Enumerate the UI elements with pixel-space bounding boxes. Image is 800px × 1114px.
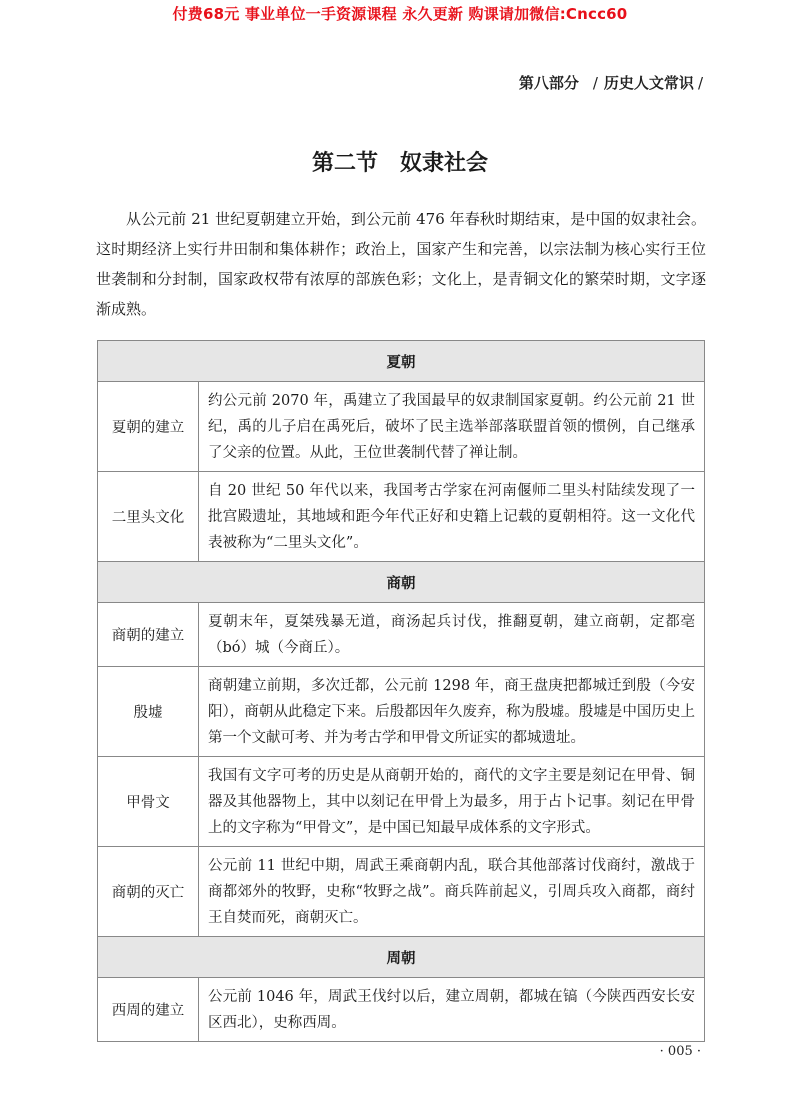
row-label: 商朝的灭亡	[98, 847, 199, 937]
history-table	[97, 340, 705, 1042]
table-row	[98, 847, 705, 937]
dynasty-header: 夏朝	[98, 341, 705, 382]
row-text: 我国有文字可考的历史是从商朝开始的，商代的文字主要是刻记在甲骨、铜器及其他器物上，其中以刻记在甲骨上为最多，用于占卜记事。刻记在甲骨上的文字称为“甲骨文”，是中国已知最早成体系的文字形式。	[199, 757, 705, 847]
dynasty-header-row	[98, 562, 705, 603]
row-text: 商朝建立前期，多次迁都，公元前 1298 年，商王盘庚把都城迁到殷（今安阳），商朝从此稳定下来。后殷都因年久废弃，称为殷墟。殷墟是中国历史上第一个文献可考、并为考古学和甲骨文所证实的都城遗址。	[199, 667, 705, 757]
row-label: 甲骨文	[98, 757, 199, 847]
dynasty-header: 周朝	[98, 937, 705, 978]
row-text: 自 20 世纪 50 年代以来，我国考古学家在河南偃师二里头村陆续发现了一批宫殿遗址，其地域和距今年代正好和史籍上记载的夏朝相符。这一文化代表被称为“二里头文化”。	[199, 472, 705, 562]
section-title	[0, 146, 800, 177]
row-text: 公元前 11 世纪中期，周武王乘商朝内乱，联合其他部落讨伐商纣，激战于商都郊外的牧野，史称“牧野之战”。商兵阵前起义，引周兵攻入商都，商纣王自焚而死，商朝灭亡。	[199, 847, 705, 937]
row-text: 约公元前 2070 年，禹建立了我国最早的奴隶制国家夏朝。约公元前 21 世纪，禹的儿子启在禹死后，破坏了民主选举部落联盟首领的惯例，自己继承了父亲的位置。从此，王位世袭制代替了禅让制。	[199, 382, 705, 472]
dynasty-header: 商朝	[98, 562, 705, 603]
page-number: · 005 ·	[659, 1044, 701, 1059]
intro-paragraph: 从公元前 21 世纪夏朝建立开始，到公元前 476 年春秋时期结束，是中国的奴隶社会。这时期经济上实行井田制和集体耕作；政治上，国家产生和完善，以宗法制为核心实行王位世袭制和分封制，国家政权带有浓厚的部族色彩；文化上，是青铜文化的繁荣时期，文字逐渐成熟。	[96, 210, 706, 318]
table-row	[98, 757, 705, 847]
dynasty-header-row	[98, 937, 705, 978]
table-row	[98, 667, 705, 757]
dynasty-header-row	[98, 341, 705, 382]
section-name: 奴隶社会	[400, 151, 489, 176]
table-row	[98, 382, 705, 472]
row-label: 夏朝的建立	[98, 382, 199, 472]
table-row	[98, 603, 705, 667]
row-label: 二里头文化	[98, 472, 199, 562]
row-text: 公元前 1046 年，周武王伐纣以后，建立周朝，都城在镐（今陕西西安长安区西北），史称西周。	[199, 978, 705, 1042]
row-label: 西周的建立	[98, 978, 199, 1042]
running-header: 第八部分 / 历史人文常识 /	[518, 74, 703, 92]
row-label: 殷墟	[98, 667, 199, 757]
header-section: 历史人文常识	[603, 74, 694, 92]
section-number: 第二节	[311, 151, 378, 176]
row-text: 夏朝末年，夏桀残暴无道，商汤起兵讨伐，推翻夏朝，建立商朝，定都亳（bó）城（今商丘）。	[199, 603, 705, 667]
watermark-banner: 付费68元 事业单位一手资源课程 永久更新 购课请加微信:Cncc60	[172, 5, 628, 23]
table-row	[98, 978, 705, 1042]
row-label: 商朝的建立	[98, 603, 199, 667]
header-part: 第八部分	[518, 74, 579, 92]
table-row	[98, 472, 705, 562]
